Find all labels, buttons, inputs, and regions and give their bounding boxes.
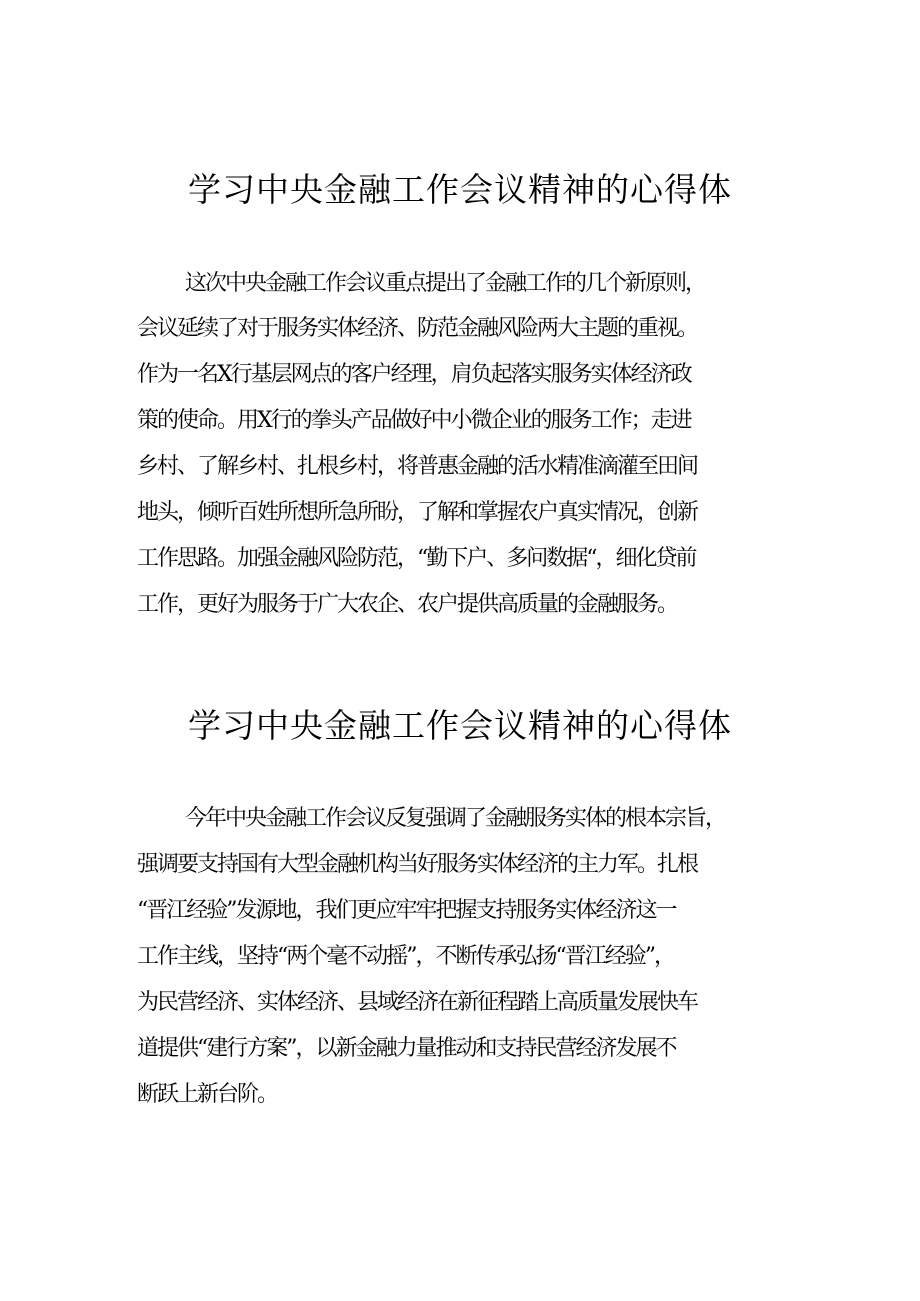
section-2-line-6: 道提供“建行方案”，以新金融力量推动和支持民营经济发展不 <box>137 1036 676 1061</box>
section-1-line-8: 工作，更好为服务于广大农企、农户提供高质量的金融服务。 <box>137 592 678 617</box>
section-2-line-7: 断跃上新台阶。 <box>137 1082 278 1107</box>
section-2-line-3: “晋江经验”发源地，我们更应牢牢把握支持服务实体经济这一 <box>137 898 676 923</box>
section-1-line-4: 策的使命。用X行的拳头产品做好中小微企业的服务工作；走进 <box>137 408 691 433</box>
section-1-line-6: 地头，倾听百姓所想所急所盼，了解和掌握农户真实情况，创新 <box>137 500 698 525</box>
section-1-line-5: 乡村、了解乡村、扎根乡村，将普惠金融的活水精准滴灌至田间 <box>137 454 698 479</box>
section-1-line-2: 会议延续了对于服务实体经济、防范金融风险两大主题的重视。 <box>137 316 698 341</box>
section-2-title: 学习中央金融工作会议精神的心得体 <box>188 706 732 745</box>
section-2-line-5: 为民营经济、实体经济、县域经济在新征程踏上高质量发展快车 <box>137 990 698 1015</box>
section-1-line-3: 作为一名X行基层网点的客户经理，肩负起落实服务实体经济政 <box>137 362 691 387</box>
section-2-line-2: 强调要支持国有大型金融机构当好服务实体经济的主力军。扎根 <box>137 852 698 877</box>
section-2-line-4: 工作主线，坚持“两个毫不动摇”，不断传承弘扬“晋江经验”， <box>137 944 674 969</box>
section-2-line-1: 今年中央金融工作会议反复强调了金融服务实体的根本宗旨， <box>185 806 726 831</box>
section-1-title: 学习中央金融工作会议精神的心得体 <box>188 170 732 209</box>
section-1-line-1: 这次中央金融工作会议重点提出了金融工作的几个新原则， <box>185 271 706 296</box>
section-1-line-7: 工作思路。加强金融风险防范，“勤下户、多问数据“，细化贷前 <box>137 546 696 571</box>
